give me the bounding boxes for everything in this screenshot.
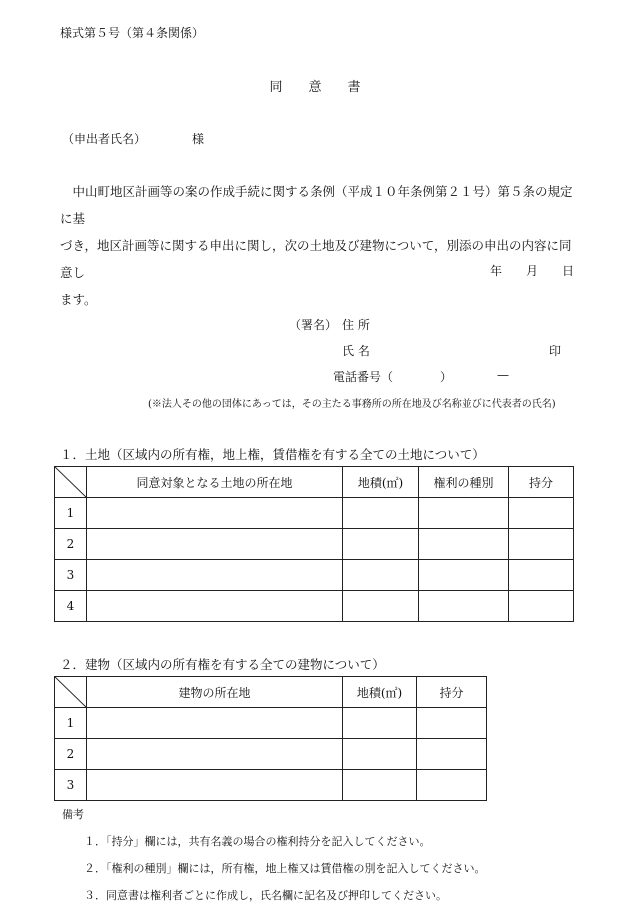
table-row: [55, 770, 487, 801]
building-location-cell[interactable]: [87, 770, 343, 801]
diagonal-corner-cell: [55, 467, 87, 498]
table-header-row: [55, 467, 574, 498]
land-area-cell[interactable]: [343, 591, 419, 622]
land-area-cell[interactable]: [343, 529, 419, 560]
right-type-header: 権利の種別: [419, 467, 509, 498]
seal-mark: 印: [549, 344, 562, 358]
building-section-heading: ２．建物（区域内の所有権を有する全ての建物について）: [60, 657, 385, 672]
right-type-cell[interactable]: [419, 498, 509, 529]
land-location-cell[interactable]: [87, 591, 343, 622]
table-header-row: [55, 677, 487, 708]
land-area-cell[interactable]: [343, 498, 419, 529]
sign-label: （署名）: [289, 318, 338, 332]
row-number: 4: [55, 591, 87, 622]
building-table: [54, 676, 487, 801]
phone-dash: —: [497, 368, 509, 382]
right-type-cell[interactable]: [419, 529, 509, 560]
table-row: [55, 529, 574, 560]
addressee-suffix: 様: [192, 132, 205, 146]
note-item: １．「持分」欄には，共有名義の場合の権利持分を記入してください。: [84, 835, 431, 848]
date-line: 年 月 日: [490, 264, 575, 278]
building-location-cell[interactable]: [87, 708, 343, 739]
table-row: [55, 591, 574, 622]
share-cell[interactable]: [509, 529, 574, 560]
addressee-label: （申出者氏名）: [62, 132, 147, 146]
building-area-cell[interactable]: [343, 770, 417, 801]
table-row: [55, 739, 487, 770]
building-location-header: 建物の所在地: [87, 677, 343, 708]
diagonal-corner-cell: [55, 677, 87, 708]
form-number: 様式第５号（第４条関係）: [60, 26, 205, 40]
building-share-cell[interactable]: [417, 770, 487, 801]
row-number: 1: [55, 708, 87, 739]
corporate-note: (※法人その他の団体にあっては，その主たる事務所の所在地及び名称並びに代表者の氏名): [148, 399, 556, 410]
notes-title: 備考: [62, 808, 84, 821]
share-cell[interactable]: [509, 560, 574, 591]
right-type-cell[interactable]: [419, 560, 509, 591]
row-number: 3: [55, 560, 87, 591]
building-area-header: 地積(㎡): [343, 677, 417, 708]
share-cell[interactable]: [509, 498, 574, 529]
consent-paragraph: [60, 178, 580, 313]
land-location-header: 同意対象となる土地の所在地: [87, 467, 343, 498]
paragraph-line: 中山町地区計画等の案の作成手続に関する条例（平成１０年条例第２１号）第５条の規定に基: [60, 184, 573, 226]
note-item: ２．「権利の種別」欄には，所有権，地上権又は賃借権の別を記入してください。: [84, 862, 486, 875]
address-label: 住 所: [342, 318, 370, 332]
land-table: [54, 466, 574, 622]
row-number: 3: [55, 770, 87, 801]
name-label: 氏 名: [342, 344, 370, 358]
table-row: [55, 708, 487, 739]
row-number: 1: [55, 498, 87, 529]
paragraph-line: づき，地区計画等に関する申出に関し，次の土地及び建物について，別添の申出の内容に同意し: [60, 238, 572, 280]
land-area-header: 地積(㎡): [343, 467, 419, 498]
table-row: [55, 498, 574, 529]
building-share-cell[interactable]: [417, 739, 487, 770]
building-location-cell[interactable]: [87, 739, 343, 770]
paragraph-line: ます。: [60, 292, 97, 307]
land-area-cell[interactable]: [343, 560, 419, 591]
building-area-cell[interactable]: [343, 708, 417, 739]
land-location-cell[interactable]: [87, 498, 343, 529]
document-title: 同 意 書: [269, 80, 361, 95]
phone-close: ）: [440, 370, 453, 384]
share-cell[interactable]: [509, 591, 574, 622]
building-area-cell[interactable]: [343, 739, 417, 770]
land-location-cell[interactable]: [87, 529, 343, 560]
note-item: ３．同意書は権利者ごとに作成し，氏名欄に記名及び押印してください。: [84, 889, 447, 902]
building-share-header: 持分: [417, 677, 487, 708]
share-header: 持分: [509, 467, 574, 498]
land-section-heading: １．土地（区域内の所有権，地上権，賃借権を有する全ての土地について）: [60, 447, 485, 462]
table-row: [55, 560, 574, 591]
phone-label: 電話番号（: [333, 370, 394, 384]
right-type-cell[interactable]: [419, 591, 509, 622]
building-share-cell[interactable]: [417, 708, 487, 739]
land-location-cell[interactable]: [87, 560, 343, 591]
row-number: 2: [55, 529, 87, 560]
row-number: 2: [55, 739, 87, 770]
